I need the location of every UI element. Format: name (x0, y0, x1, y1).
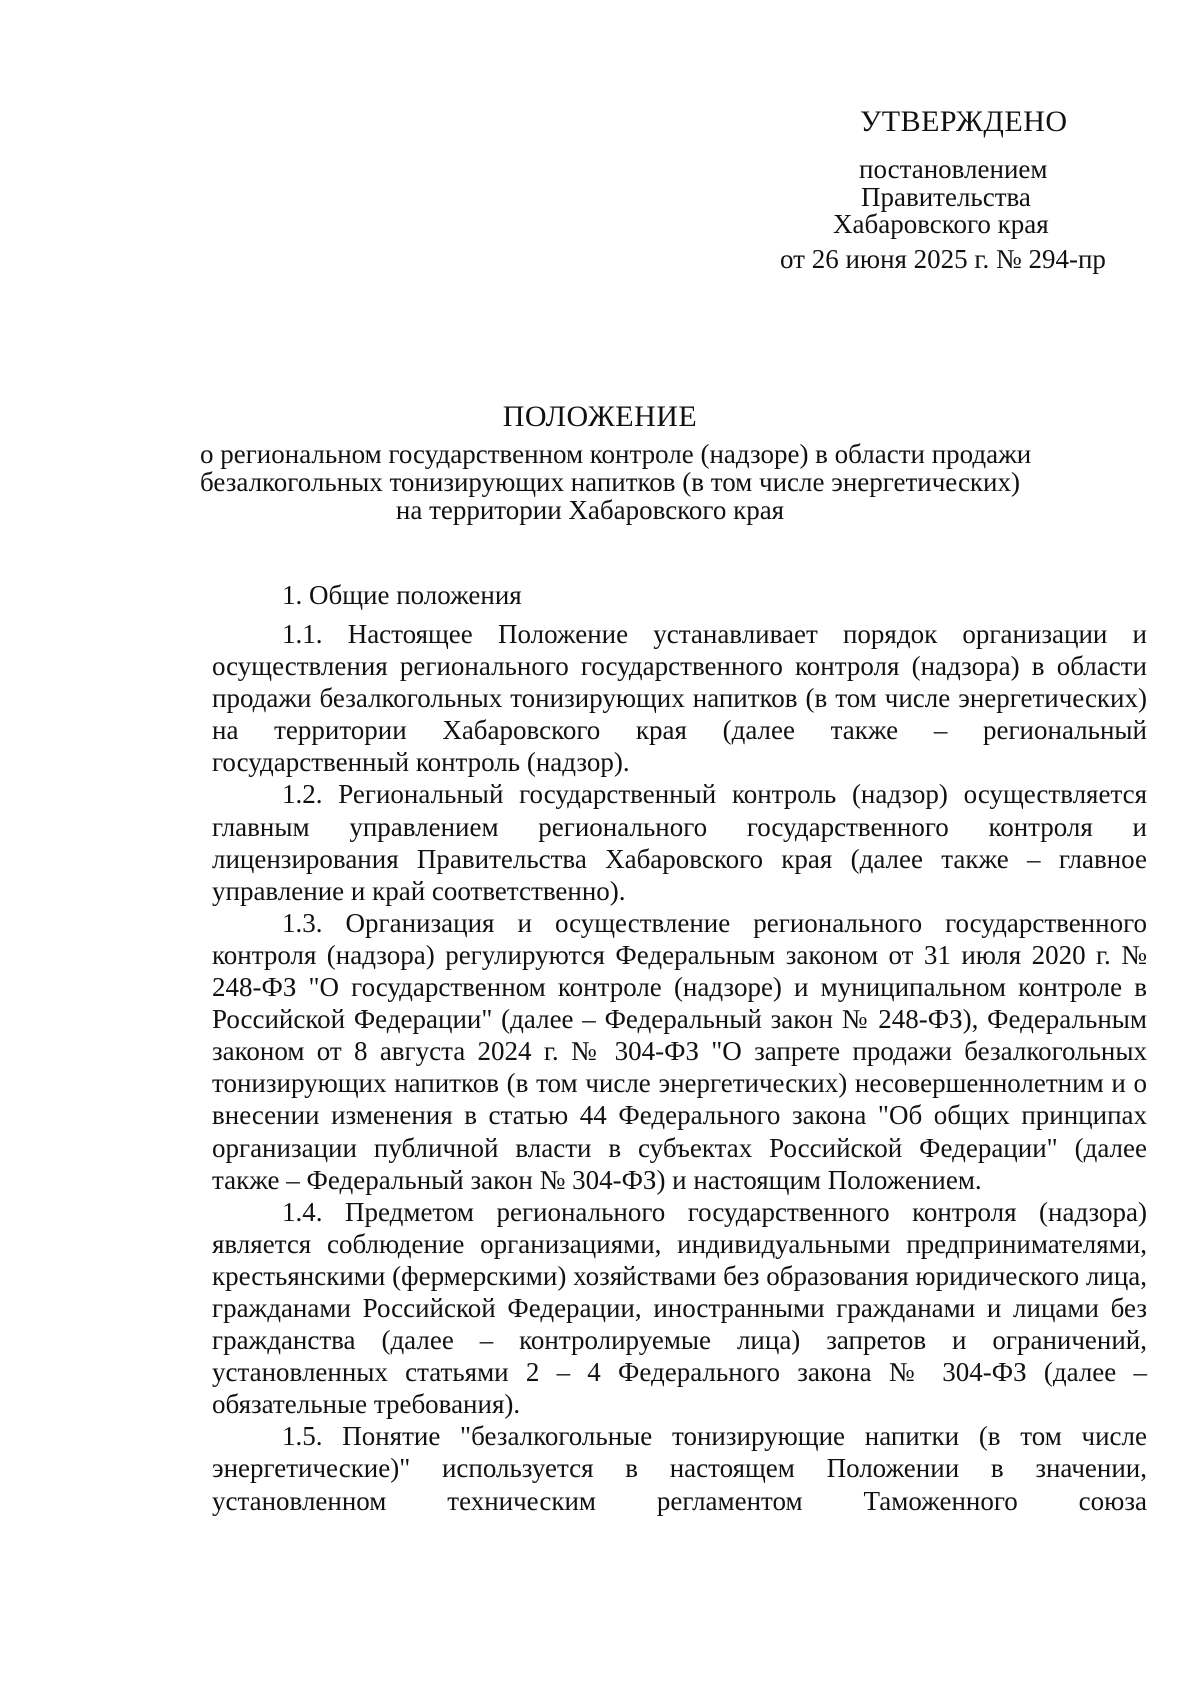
paragraph-1-4: 1.4. Предметом регионального государственного контроля (надзора) является соблюдение организациями, индивидуальными предпринимателями, крестьянскими (фермерскими) хозяйствами без образования юридического лица, гражданами Российской Федерации, иностранными гражданами и лицами без гражданства (далее – контролируемые лица) запретов и ограничений, установленных статьями 2 – 4 Федерального закона № 304-ФЗ (далее – обязательные требования). (212, 1196, 1147, 1420)
document-subtitle-line: о региональном государственном контроле (надзоре) в области продажи (200, 439, 1032, 469)
document-title: ПОЛОЖЕНИЕ (502, 400, 698, 433)
approval-title: УТВЕРЖДЕНО (860, 105, 1068, 138)
approval-line-date-number: от 26 июня 2025 г. № 294-пр (780, 244, 1106, 274)
paragraph-1-2: 1.2. Региональный государственный контроль (надзор) осуществляется главным управлением регионального государственного контроля и лицензирования Правительства Хабаровского края (далее также – главное управление и край соответственно). (212, 779, 1147, 906)
paragraph-1-3: 1.3. Организация и осуществление регионального государственного контроля (надзора) регулируются Федеральным законом от 31 июля 2020 г. № 248-ФЗ "О государственном контроле (надзоре) и муниципальном контроле в Российской Федерации" (далее – Федеральный закон № 248-ФЗ), Федеральным законом от 8 августа 2024 г. № 304-ФЗ "О запрете продажи безалкогольных тонизирующих напитков (в том числе энергетических) несовершеннолетним и о внесении изменения в статью 44 Федерального закона "Об общих принципах организации публичной власти в субъектах Российской Федерации" (далее также – Федеральный закон № 304-ФЗ) и настоящим Положением. (212, 907, 1147, 1195)
paragraph-1-1: 1.1. Настоящее Положение устанавливает порядок организации и осуществления регионального государственного контроля (надзора) в области продажи безалкогольных тонизирующих напитков (в том числе энергетических) на территории Хабаровского края (далее также – региональный государственный контроль (надзор). (212, 619, 1147, 778)
document-body (212, 618, 1147, 1517)
paragraph-1-5: 1.5. Понятие "безалкогольные тонизирующие напитки (в том числе энергетические)" используется в настоящем Положении в значении, установленном техническим регламентом Таможенного союза (212, 1421, 1147, 1516)
document-subtitle (200, 439, 1032, 525)
approval-line-government: Правительства (861, 182, 1031, 212)
document-subtitle-line: на территории Хабаровского края (395, 495, 785, 525)
section-heading: 1. Общие положения (282, 580, 522, 610)
document-subtitle-line: безалкогольных тонизирующих напитков (в том числе энергетических) (200, 467, 1020, 497)
approval-line-resolution: постановлением (859, 154, 1048, 184)
approval-line-region: Хабаровского края (833, 209, 1049, 239)
